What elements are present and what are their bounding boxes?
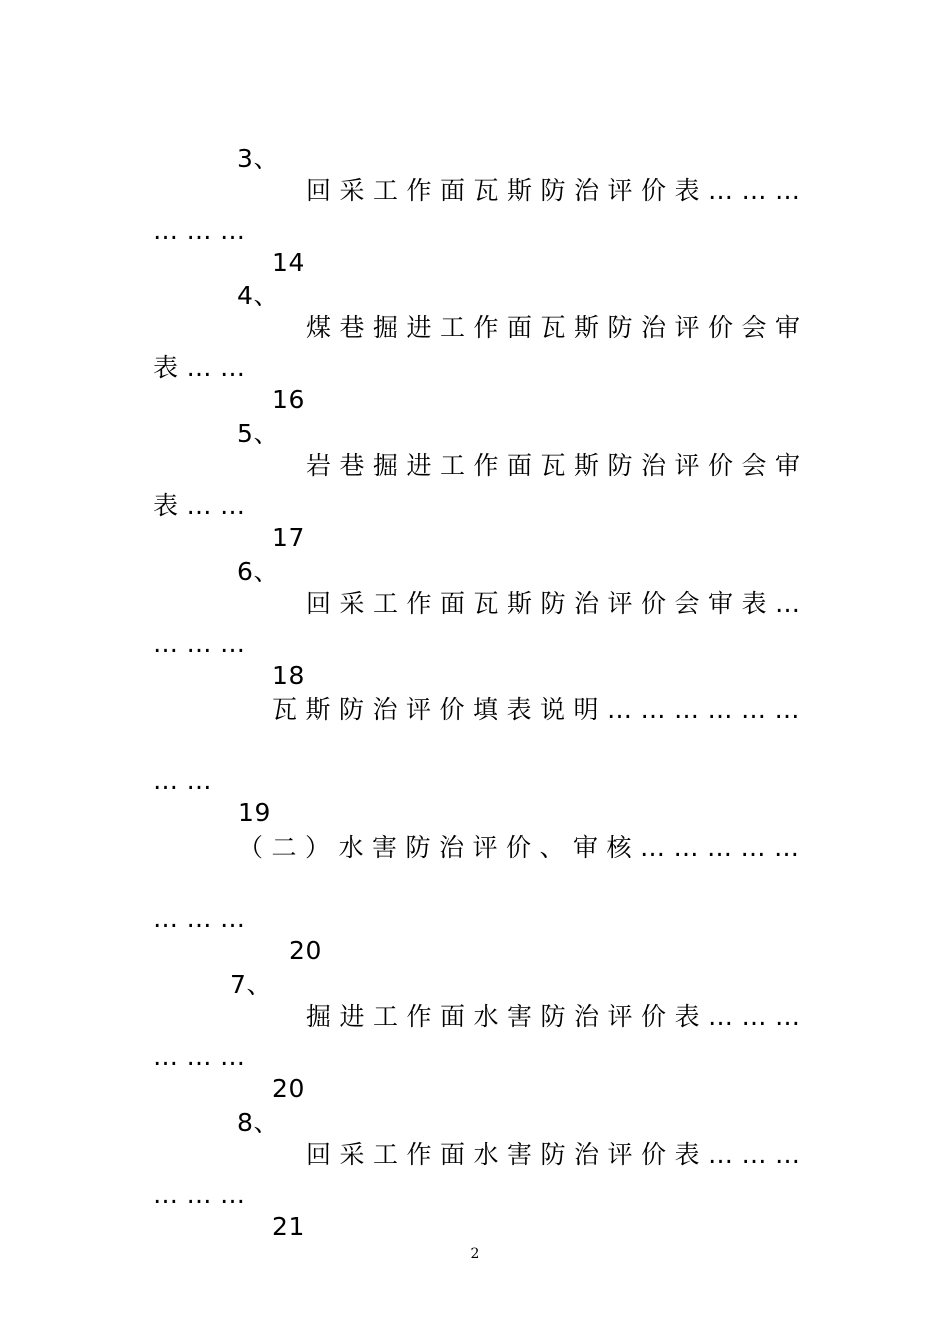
toc-entry-gas-instructions-continuation	[0, 733, 950, 827]
toc-section-water-hazard	[0, 800, 950, 862]
toc-entry-number: 4、	[237, 281, 280, 310]
toc-leader: ………	[153, 629, 254, 658]
toc-entry-title: 回采工作面瓦斯防治评价会审表…	[306, 589, 809, 618]
toc-entry-3	[0, 111, 950, 205]
toc-entry-4	[0, 248, 950, 342]
toc-entry-title: 回采工作面瓦斯防治评价表………	[306, 176, 809, 205]
toc-page-number: 19	[238, 798, 272, 827]
toc-leader: ………	[153, 904, 254, 933]
toc-entry-title: 煤巷掘进工作面瓦斯防治评价会审	[306, 313, 809, 342]
toc-entry-8-continuation	[0, 1147, 950, 1241]
toc-entry-number: 3、	[237, 144, 280, 173]
toc-entry-title: 瓦斯防治评价填表说明………………	[272, 695, 809, 724]
toc-entry-number: 5、	[237, 419, 280, 448]
toc-leader: ………	[153, 1180, 254, 1209]
toc-page-number: 16	[272, 385, 306, 414]
toc-entry-7-continuation	[0, 1009, 950, 1103]
toc-entry-title: 岩巷掘进工作面瓦斯防治评价会审	[306, 451, 809, 480]
toc-entry-4-continuation	[0, 320, 950, 414]
toc-page-number: 20	[289, 936, 323, 965]
toc-entry-number: 8、	[237, 1108, 280, 1137]
toc-entry-5	[0, 386, 950, 480]
toc-leader: 表……	[153, 491, 254, 520]
toc-page-number: 17	[272, 523, 306, 552]
toc-entry-number: 6、	[237, 557, 280, 586]
toc-entry-gas-instructions	[0, 662, 950, 724]
toc-page-number: 18	[272, 661, 306, 690]
toc-leader: ………	[153, 1042, 254, 1071]
toc-entry-8	[0, 1075, 950, 1169]
toc-entry-title: 掘进工作面水害防治评价表………	[306, 1002, 809, 1031]
toc-leader: ………	[153, 216, 254, 245]
toc-page-number: 20	[272, 1074, 306, 1103]
toc-entry-5-continuation	[0, 458, 950, 552]
toc-leader: 表……	[153, 353, 254, 382]
toc-entry-3-continuation	[0, 183, 950, 277]
page-number: 2	[470, 1246, 480, 1262]
toc-entry-6-continuation	[0, 596, 950, 690]
toc-page-number: 14	[272, 248, 306, 277]
toc-entry-7	[0, 937, 950, 1031]
toc-entry-title: 回采工作面水害防治评价表………	[306, 1140, 809, 1169]
toc-leader: ……	[153, 766, 220, 795]
toc-section-water-hazard-continuation	[0, 871, 950, 965]
toc-entry-number: 7、	[230, 970, 273, 999]
toc-entry-6	[0, 524, 950, 618]
toc-section-title: （二）水害防治评价、审核……………	[238, 833, 808, 862]
toc-page-number: 21	[272, 1212, 306, 1241]
